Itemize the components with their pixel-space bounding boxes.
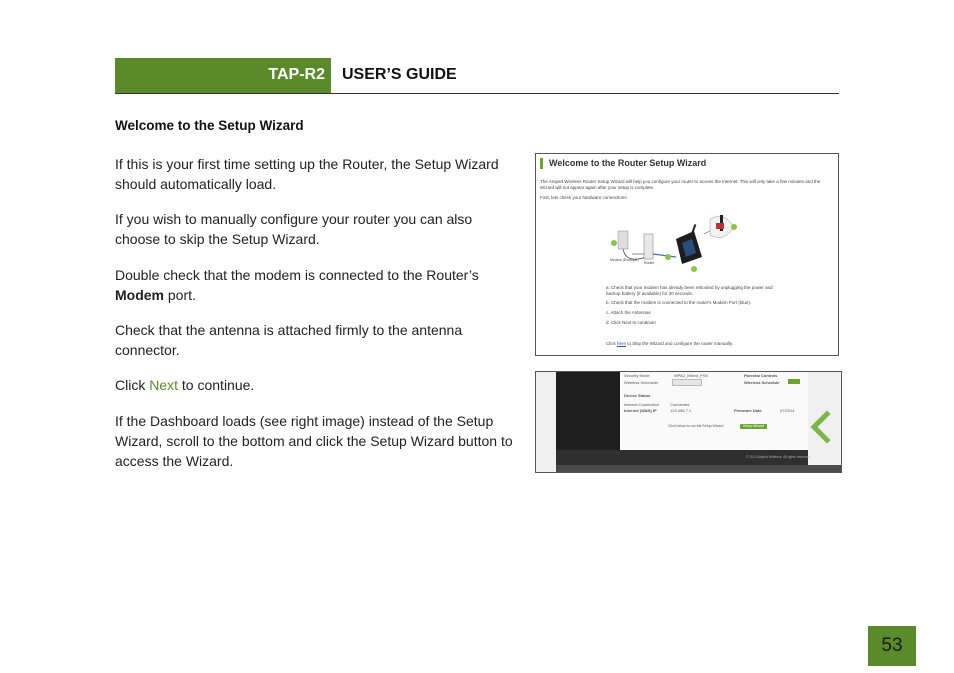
dash-security-mode-value: WPA2_Mixed_PSK [674, 373, 709, 378]
paragraph-modem-bold: Modem [115, 287, 164, 303]
dash-wireless-schedule: Wireless Schedule [744, 380, 780, 385]
modem-icon [644, 234, 653, 259]
section-title: Welcome to the Setup Wizard [115, 118, 304, 133]
wizard-step-d: d. Click Next to continue! [606, 320, 656, 325]
paragraph-next-text-b: to continue. [178, 377, 255, 393]
wizard-skip-line [606, 341, 733, 347]
paragraph-skip-wizard: If you wish to manually configure your router you can also choose to skip the Setup Wizard. [115, 211, 473, 247]
header-product-badge: TAP-R2 [115, 58, 331, 93]
dashboard-footer [556, 450, 811, 465]
diagram-modem-label: Modem (Example) [610, 258, 639, 262]
header-guide-title: USER’S GUIDE [342, 66, 457, 83]
dash-internet-ip: Internet (WAN) IP [624, 408, 657, 413]
paragraph-modem-text-b: port. [164, 287, 196, 303]
power-adapter-icon [618, 231, 628, 249]
wizard-step-c: c. Attach the Antennas [606, 310, 651, 315]
dash-wireless-scheduler: Wireless Scheduler [624, 380, 659, 385]
skip-text-b: to Skip the Wizard and configure the router manually. [626, 341, 733, 346]
paragraph-click-next [115, 375, 515, 395]
dash-firmware-date-value: 07/2014 [780, 408, 795, 413]
dash-setup-wizard-button[interactable]: Setup Wizard [740, 424, 767, 429]
paragraph-dashboard: If the Dashboard loads (see right image) instead of the Setup Wizard, scroll to the bottom and click the Setup Wizard button to access the Wizard. [115, 413, 513, 469]
paragraph-modem-text-a: Double check that the modem is connected to the Router’s [115, 267, 479, 283]
chevron-left-icon[interactable] [808, 410, 832, 444]
dash-internet-connection: Internet Connection [624, 402, 659, 407]
wizard-intro-line2: Wizard will not appear again after your setup is complete. [540, 185, 655, 190]
wizard-step-a-line2: backup battery (if available) for 30 seconds. [606, 291, 694, 296]
dashboard-screenshot [535, 371, 842, 473]
skip-text-a: Click [606, 341, 617, 346]
dash-internet-connection-value: Connected [670, 402, 690, 407]
wizard-step-a-line1: a. Check that your modem has already been rebooted by unplugging the power and [606, 285, 773, 290]
wizard-intro-line3: First, lets check your hardware connections: [540, 195, 628, 200]
paragraph-next-text-a: Click [115, 377, 150, 393]
wizard-step-b: b. Check that the modem is connected to the router's Modem Port (blue). [606, 300, 752, 305]
wizard-title: Welcome to the Router Setup Wizard [540, 158, 706, 169]
dash-internet-ip-value: 123.456.7.1 [670, 408, 692, 413]
paragraph-modem-check [115, 265, 515, 305]
dash-security-mode: Security Mode [624, 373, 650, 378]
dash-setup-note: Click below to run the Setup Wizard [668, 424, 724, 428]
dashboard-panel [620, 372, 808, 450]
next-link-text: Next [149, 377, 179, 393]
header-divider [115, 93, 839, 94]
skip-wizard-link[interactable]: here [617, 341, 627, 346]
setup-wizard-screenshot [535, 153, 839, 356]
dash-footer-copyright: © 2014 Amped Wireless. All rights reserved. [746, 455, 811, 459]
dash-scheduler-field[interactable] [672, 379, 702, 386]
hardware-diagram [606, 209, 766, 274]
dash-schedule-toggle[interactable] [788, 379, 800, 384]
paragraph-antenna-check: Check that the antenna is attached firmly to the antenna connector. [115, 322, 463, 358]
dash-device-status: Device Status [624, 393, 651, 398]
diagram-router-label: Router [644, 261, 655, 265]
dash-parental-controls: Parental Controls [744, 373, 778, 378]
page-number: 53 [868, 626, 916, 666]
dash-firmware-date: Firmware Date [734, 408, 762, 413]
wizard-intro-line1: The Amped Wireless Router Setup Wizard will help you configure your router to access the Internet. This will only take a few minutes and the [540, 179, 821, 184]
paragraph-first-time: If this is your first time setting up the Router, the Setup Wizard should automatically load. [115, 156, 499, 192]
dashboard-bottom-bar [556, 465, 841, 472]
